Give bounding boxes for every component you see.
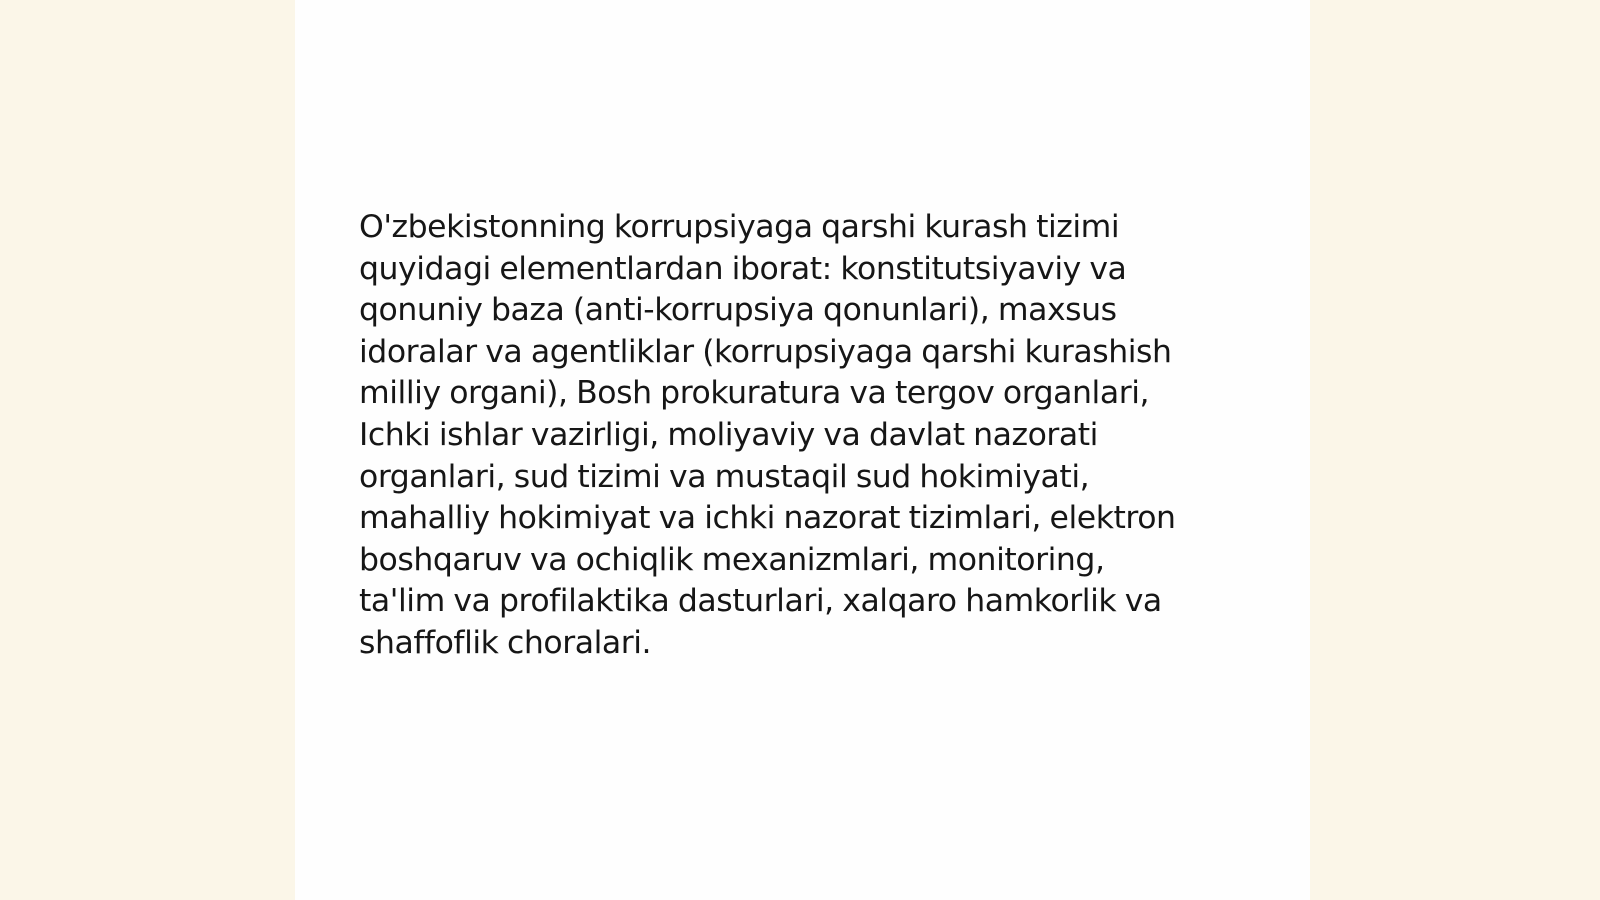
body-text-line: quyidagi elementlardan iborat: konstitutsiyaviy va — [359, 250, 1127, 287]
right-background-panel — [1310, 0, 1600, 900]
slide-body-text — [359, 207, 1239, 665]
body-text-line: qonuniy baza (anti-korrupsiya qonunlari), maxsus — [359, 292, 1117, 329]
body-text-line: shaffoflik choralari. — [359, 624, 652, 661]
body-text-line: ta'lim va profilaktika dasturlari, xalqaro hamkorlik va — [359, 583, 1162, 620]
body-text-line: idoralar va agentliklar (korrupsiyaga qarshi kurashish — [359, 333, 1172, 370]
left-background-panel — [0, 0, 295, 900]
body-text-line: mahalliy hokimiyat va ichki nazorat tizimlari, elektron — [359, 500, 1176, 537]
body-text-line: organlari, sud tizimi va mustaqil sud hokimiyati, — [359, 458, 1090, 495]
body-text-line: boshqaruv va ochiqlik mexanizmlari, monitoring, — [359, 541, 1105, 578]
body-text-line: milliy organi), Bosh prokuratura va tergov organlari, — [359, 375, 1150, 412]
slide-page — [295, 0, 1310, 900]
body-text-line: Ichki ishlar vazirligi, moliyaviy va davlat nazorati — [359, 416, 1098, 453]
body-text-line: O'zbekistonning korrupsiyaga qarshi kurash tizimi — [359, 209, 1120, 245]
